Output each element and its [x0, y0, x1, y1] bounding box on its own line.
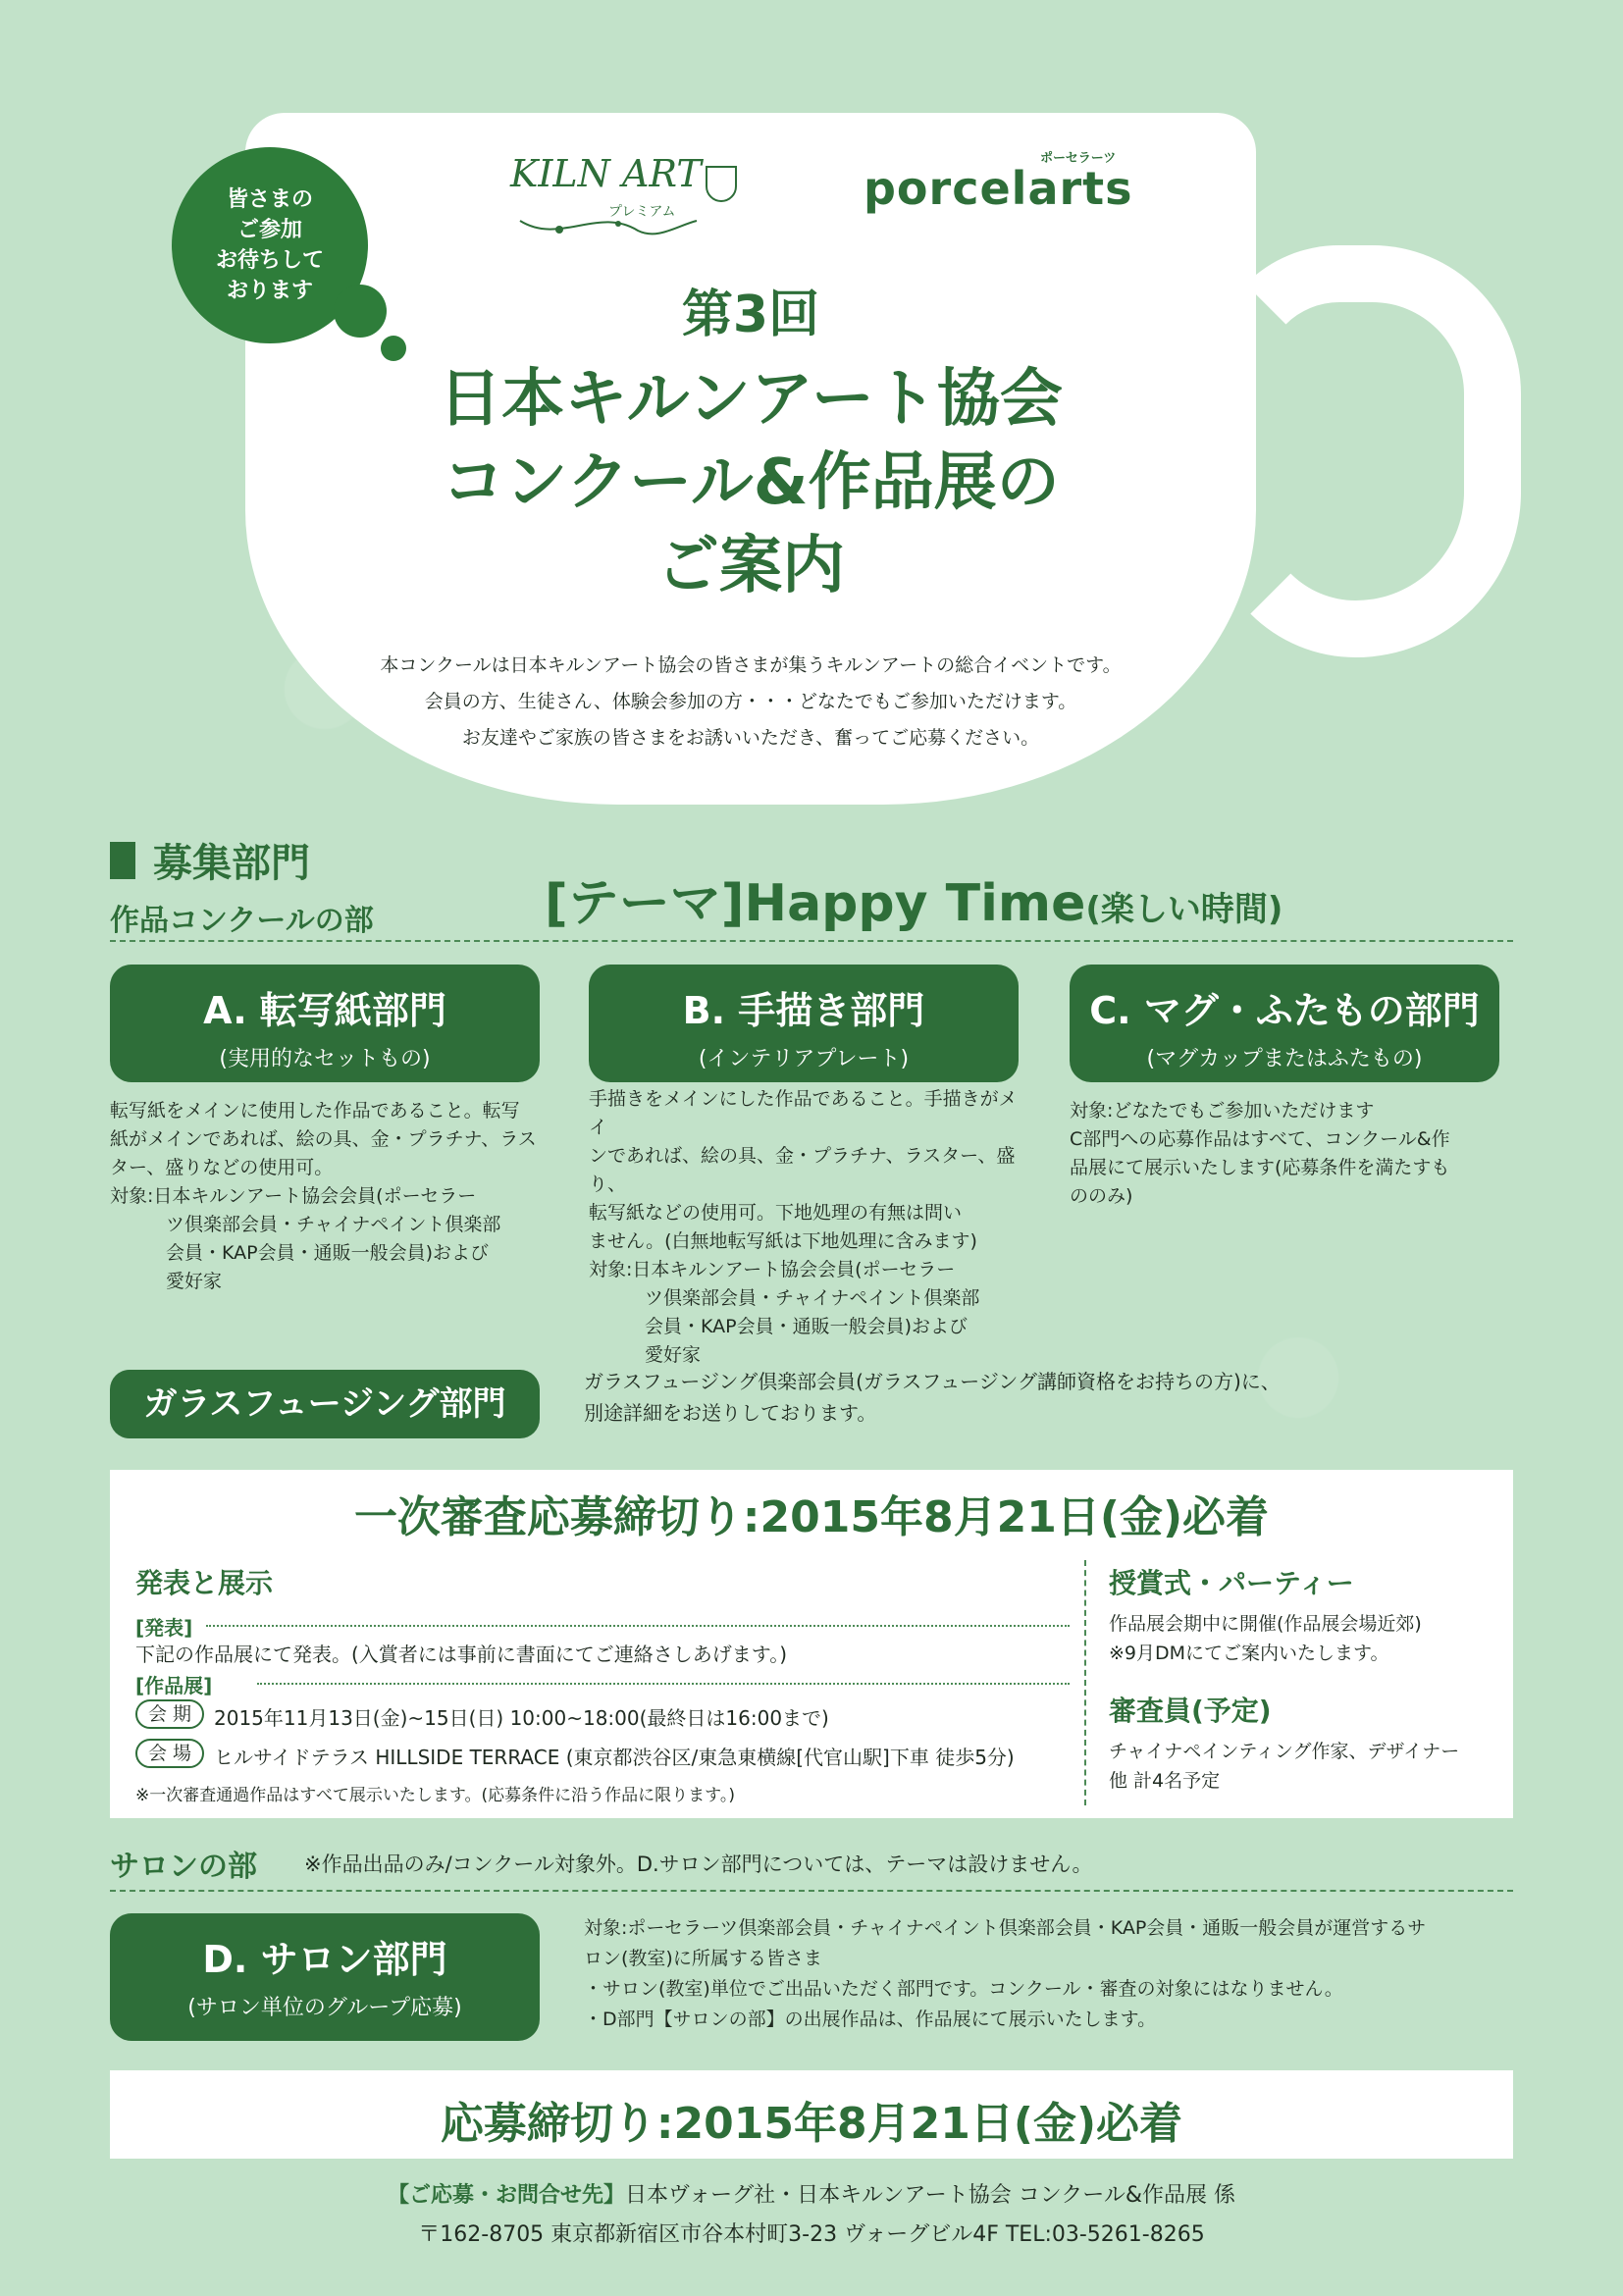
recruit-heading: [110, 832, 310, 888]
event-round: 第3回: [681, 286, 820, 344]
theme-value: Happy Time: [744, 874, 1086, 933]
intro-text-1: 本コンクールは日本キルンアート協会の皆さまが集うキルンアートの総合イベントです。: [380, 654, 1122, 676]
exhibition-period: 2015年11月13日(金)~15日(日) 10:00~18:00(最終日は16:00まで): [214, 1706, 829, 1730]
contact-org: 日本ヴォーグ社・日本キルンアート協会 コンクール&作品展 係: [625, 2183, 1235, 2208]
department-title: A. 転写紙部門: [203, 989, 446, 1032]
department-b-box: [589, 965, 1019, 1082]
department-title: B. 手描き部門: [682, 989, 925, 1032]
porcelarts-logo-ruby: ポーセラーツ: [1040, 151, 1117, 166]
department-d-box: [110, 1913, 540, 2041]
contact-line: [0, 2178, 1623, 2209]
square-bullet-icon: [110, 842, 135, 879]
theme: [545, 861, 1283, 935]
exhibition-label: [作品展]: [135, 1674, 213, 1697]
theme-paren: (楽しい時間): [1085, 890, 1283, 929]
department-c-box: [1070, 965, 1499, 1082]
department-a-box: [110, 965, 540, 1082]
department-title: D. サロン部門: [202, 1938, 447, 1981]
theme-label: [テーマ]: [545, 874, 745, 933]
department-b-description: 手描きをメインにした作品であること。手描きがメイ ンであれば、絵の具、金・プラチナ、ラスター、盛り、 転写紙などの使用可。下地処理の有無は問い ません。(白無地転写紙は下地処理に含みます) 対象:日本キルンアート協会会員(ポーセラー ツ倶楽部会員・チャイナペイント倶楽部 会員・KAP会員・通販一般会員)および 愛好家: [589, 1088, 1018, 1366]
glass-fusing-description: ガラスフュージング倶楽部会員(ガラスフュージング講師資格をお持ちの方)に、 別途詳細をお送りしております。: [584, 1370, 1281, 1425]
kiln-art-logo-ruby: プレミアム: [608, 204, 676, 220]
title-line-3: ご案内: [656, 530, 845, 602]
dotted-rule: [206, 1625, 1070, 1627]
dotted-rule: [257, 1683, 1070, 1685]
department-c-description: 対象:どなたでもご参加いただけます C部門への応募作品はすべて、コンクール&作 品展にて展示いたします(応募条件を満たすも ののみ): [1070, 1100, 1450, 1207]
title-line-2: コンクール&作品展の: [442, 446, 1060, 519]
bubble-text: 皆さまの ご参加 お待ちして おります: [215, 187, 324, 303]
department-subtitle: (サロン単位のグループ応募): [187, 1996, 462, 2020]
department-subtitle: (インテリアプレート): [698, 1047, 910, 1071]
award-heading: 授賞式・パーティー: [1109, 1567, 1354, 1599]
judge-text: チャイナペインティング作家、デザイナー 他 計4名予定: [1109, 1741, 1460, 1792]
title-line-1: 日本キルンアート協会: [439, 363, 1063, 436]
award-text: 作品展会期中に開催(作品展会場近郊) ※9月DMにてご案内いたします。: [1109, 1613, 1422, 1664]
announce-text: 下記の作品展にて発表。(入賞者には事前に書面にてご連絡さしあげます。): [135, 1643, 788, 1666]
exhibition-venue: ヒルサイドテラス HILLSIDE TERRACE (東京都渋谷区/東急東横線[代官山駅]下車 徒歩5分): [214, 1746, 1015, 1769]
department-title: C. マグ・ふたもの部門: [1089, 989, 1480, 1032]
contact-address: 〒162-8705 東京都新宿区市谷本村町3-23 ヴォーグビル4F TEL:03-5261-8265: [418, 2222, 1205, 2247]
intro-text-3: お友達やご家族の皆さまをお誘いいただき、奮ってご応募ください。: [461, 727, 1040, 749]
exhibition-note: ※一次審査通過作品はすべて展示いたします。(応募条件に沿う作品に限ります。): [135, 1786, 735, 1805]
department-subtitle: (実用的なセットもの): [219, 1047, 431, 1071]
judge-heading: 審査員(予定): [1109, 1695, 1272, 1727]
venue-pill: 会 場: [135, 1739, 204, 1768]
divider: [110, 940, 1513, 942]
salon-note: ※作品出品のみ/コンクール対象外。D.サロン部門については、テーマは設けません。: [304, 1852, 1093, 1876]
recruit-subheading: 作品コンクールの部: [110, 904, 374, 938]
period-pill: 会 期: [135, 1699, 204, 1729]
kiln-art-logo-text: KILN ART: [510, 152, 702, 195]
porcelarts-logo: porcelarts: [864, 162, 1133, 215]
final-deadline: 応募締切り:2015年8月21日(金)必着: [440, 2099, 1183, 2149]
salon-heading: サロンの部: [110, 1850, 257, 1884]
announce-label: [発表]: [135, 1616, 193, 1640]
divider: [110, 1890, 1513, 1892]
salon-description: 対象:ポーセラーツ倶楽部会員・チャイナペイント倶楽部会員・KAP会員・通販一般会員が運営するサ ロン(教室)に所属する皆さま ・サロン(教室)単位でご出品いただく部門です。コンクール・審査の対象にはなりません。 ・D部門【サロンの部】の出展作品は、作品展にて展示いたします。: [584, 1917, 1427, 2030]
first-deadline: 一次審査応募締切り:2015年8月21日(金)必着: [353, 1492, 1270, 1542]
contact-label: 【ご応募・お問合せ先】: [388, 2183, 626, 2208]
glass-fusing-box: ガラスフュージング部門: [110, 1370, 540, 1438]
kiln-art-logo: [500, 128, 756, 255]
announce-heading: 発表と展示: [135, 1567, 274, 1599]
recruit-heading-text: 募集部門: [153, 841, 310, 886]
department-subtitle: (マグカップまたはふたもの): [1146, 1047, 1423, 1071]
intro-text-2: 会員の方、生徒さん、体験会参加の方・・・どなたでもご参加いただけます。: [424, 691, 1077, 712]
department-a-description: 転写紙をメインに使用した作品であること。転写 紙がメインであれば、絵の具、金・プラチナ、ラス ター、盛りなどの使用可。 対象:日本キルンアート協会会員(ポーセラー ツ倶楽部会員・チャイナペイント倶楽部 会員・KAP会員・通販一般会員)および 愛好家: [110, 1100, 537, 1292]
panel-divider: [1084, 1560, 1086, 1805]
